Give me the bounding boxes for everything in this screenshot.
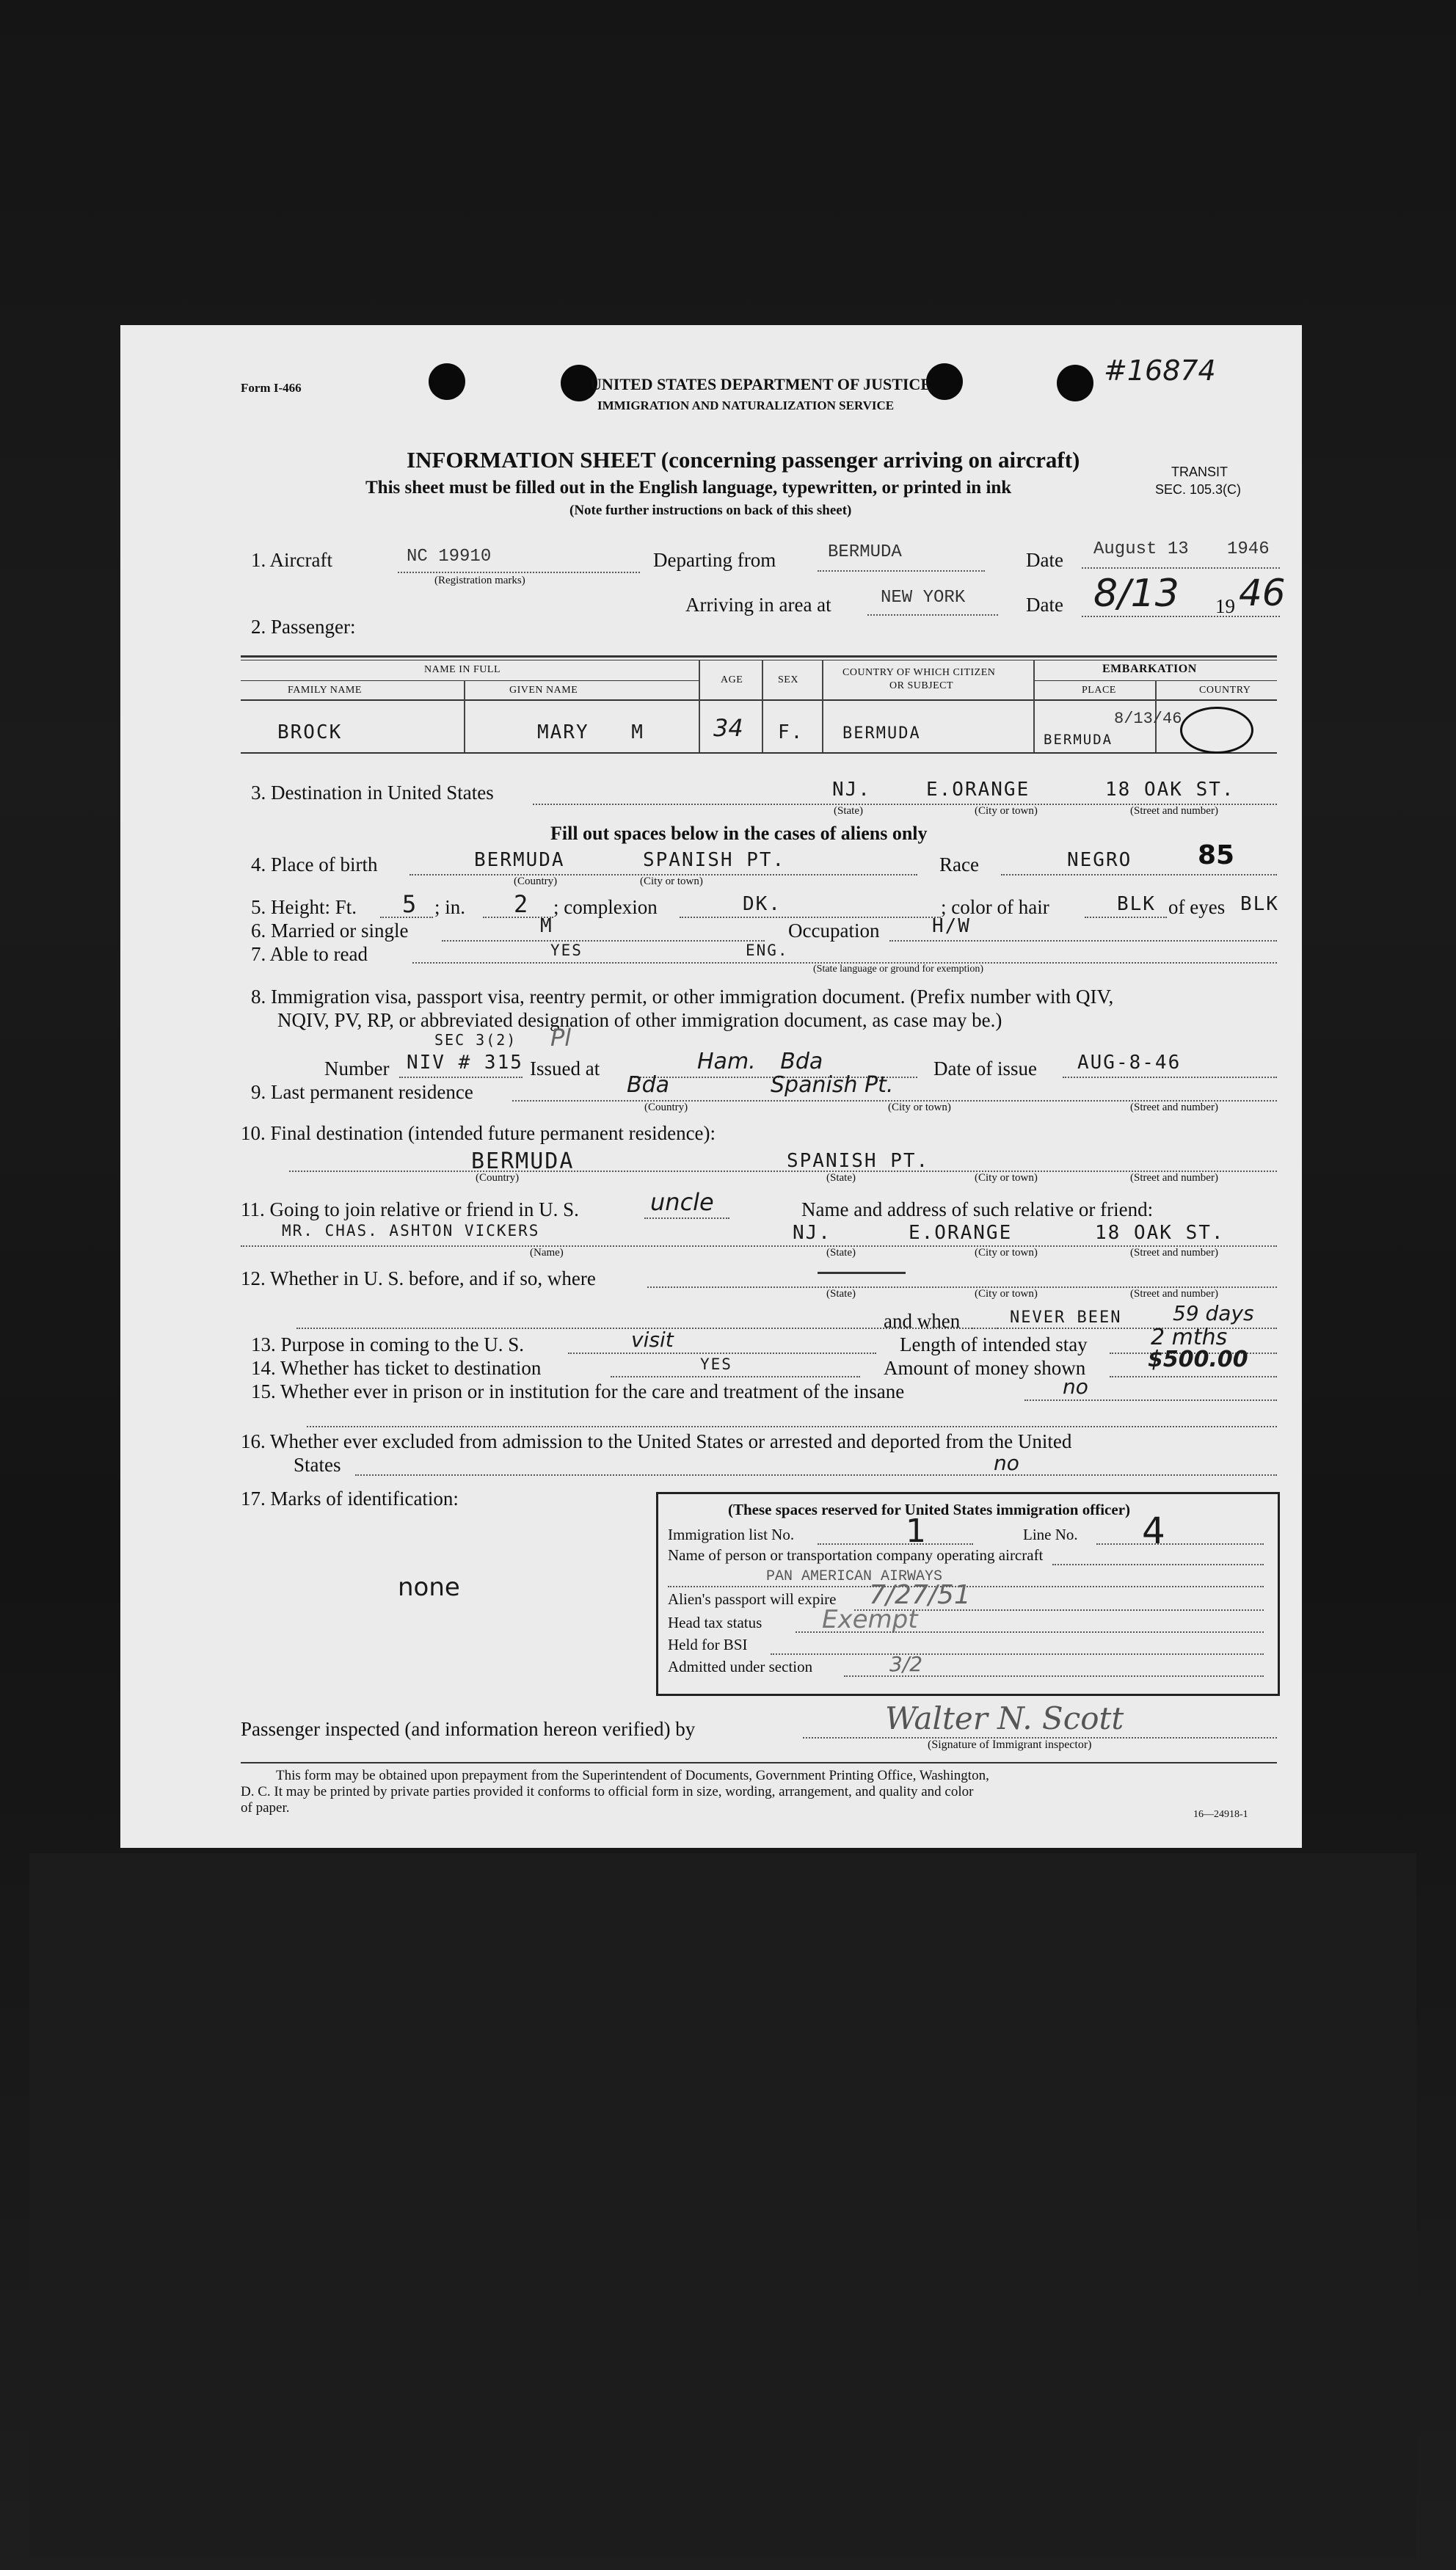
date1-year: 1946 (1227, 539, 1270, 559)
hair-label: ; color of hair (941, 896, 1049, 918)
marks-label: 17. Marks of identification: (241, 1488, 459, 1510)
signature-caption: (Signature of Immigrant inspector) (928, 1739, 1092, 1751)
service-name: IMMIGRATION AND NATURALIZATION SERVICE (597, 398, 895, 412)
city-caption: (City or town) (975, 1172, 1038, 1184)
place-header: PLACE (1082, 685, 1116, 696)
visa-pl-note: Pl (550, 1024, 572, 1052)
list-number-label: Immigration list No. (668, 1526, 795, 1543)
before-label: 12. Whether in U. S. before, and if so, where (241, 1267, 596, 1289)
final-destination-country: BERMUDA (471, 1149, 575, 1174)
before-when-value: NEVER BEEN (1010, 1308, 1122, 1327)
complexion-value: DK. (743, 893, 782, 915)
country-caption: (Country) (514, 876, 558, 887)
family-name-value: BROCK (277, 721, 343, 743)
residence-label: 9. Last permanent residence (251, 1081, 473, 1103)
height-label: 5. Height: Ft. (251, 896, 357, 918)
footer-text: This form may be obtained upon prepayment from the Superintendent of Documents, Government Printing Office, Washington, (276, 1768, 989, 1783)
departing-value: BERMUDA (828, 542, 902, 562)
visa-date-value: AUG-8-46 (1077, 1052, 1182, 1074)
birth-country: BERMUDA (474, 849, 565, 871)
inspector-signature: Walter N. Scott (885, 1700, 1124, 1736)
stay-value: 2 mths (1151, 1325, 1228, 1350)
join-name: MR. CHAS. ASHTON VICKERS (282, 1222, 540, 1240)
registration-caption: (Registration marks) (434, 575, 525, 586)
citizen-value: BERMUDA (842, 724, 921, 743)
prison-label: 15. Whether ever in prison or in institution for the care and treatment of the insane (251, 1380, 905, 1402)
aircraft-value: NC 19910 (407, 547, 492, 567)
before-dash (818, 1272, 906, 1274)
line-number-line (1096, 1543, 1264, 1545)
embark-country-circle (1180, 707, 1253, 754)
embarkation-header: EMBARKATION (1102, 663, 1197, 675)
destination-label: 3. Destination in United States (251, 782, 494, 804)
date1-value: August 13 (1093, 539, 1189, 559)
destination-city: E.ORANGE (926, 779, 1030, 801)
title-instructions: This sheet must be filled out in the English language, typewritten, or printed in ink (365, 478, 1012, 498)
state-caption: (State) (826, 1247, 856, 1259)
admitted-value: 3/2 (889, 1652, 923, 1676)
given-name-header: GIVEN NAME (509, 685, 578, 696)
marks-value: none (398, 1573, 460, 1602)
final-destination-line (289, 1171, 1277, 1172)
join-street: 18 OAK ST. (1095, 1222, 1225, 1244)
before-when-label: and when (884, 1310, 961, 1332)
family-name-header: FAMILY NAME (288, 685, 362, 696)
footer-code: 16—24918-1 (1193, 1809, 1248, 1820)
birth-label: 4. Place of birth (251, 853, 378, 876)
money-line (1110, 1376, 1277, 1377)
visa-number-label: Number (324, 1058, 390, 1080)
race-value: NEGRO (1067, 849, 1132, 871)
city-caption: (City or town) (975, 805, 1038, 817)
country-caption: (Country) (644, 1102, 688, 1113)
join-address-label: Name and address of such relative or friend: (801, 1198, 1154, 1220)
bsi-line (771, 1653, 1264, 1655)
column-divider (1033, 660, 1035, 752)
aliens-heading: Fill out spaces below in the cases of aliens only (550, 823, 928, 844)
punch-hole (1057, 365, 1093, 401)
form-sheet (120, 325, 1302, 1848)
money-value: $500.00 (1148, 1347, 1248, 1372)
date2-label: Date (1026, 594, 1063, 616)
admitted-label: Admitted under section (668, 1658, 813, 1675)
head-tax-value: Exempt (822, 1605, 918, 1634)
birth-city: SPANISH PT. (643, 849, 786, 871)
list-number-line (818, 1543, 973, 1545)
race-label: Race (939, 853, 979, 876)
occupation-line (889, 940, 1277, 942)
married-line (442, 940, 765, 942)
prison-value: no (1063, 1375, 1088, 1399)
read-value: YES (550, 942, 583, 959)
complexion-line (680, 917, 941, 918)
arriving-value: NEW YORK (881, 588, 966, 608)
passport-label: Alien's passport will expire (668, 1590, 837, 1608)
carrier-value: PAN AMERICAN AIRWAYS (766, 1568, 943, 1585)
street-caption: (Street and number) (1130, 1247, 1218, 1259)
city-caption: (City or town) (975, 1288, 1038, 1300)
join-label: 11. Going to join relative or friend in U. S. (241, 1198, 579, 1220)
date2-value: 8/13 (1093, 572, 1179, 616)
carrier-label: Name of person or transportation company operating aircraft (668, 1546, 1044, 1564)
state-caption: (State) (826, 1172, 856, 1184)
carrier-line (1052, 1564, 1264, 1565)
destination-street: 18 OAK ST. (1105, 779, 1235, 801)
passport-value: 7/27/51 (869, 1580, 971, 1610)
agency-name: UNITED STATES DEPARTMENT OF JUSTICE (590, 375, 931, 393)
street-caption: (Street and number) (1130, 1172, 1218, 1184)
height-in: 2 (514, 890, 530, 918)
transit-stamp: TRANSIT (1171, 465, 1228, 479)
visa-label-2: NQIV, PV, RP, or abbreviated designation of other immigration document, as case may be.) (277, 1009, 1002, 1031)
visa-date-line (1063, 1077, 1277, 1078)
destination-state: NJ. (832, 779, 871, 801)
occupation-value: H/W (932, 915, 971, 937)
city-caption: (City or town) (888, 1102, 951, 1113)
residence-country: Bda (627, 1072, 670, 1098)
officer-box-heading: (These spaces reserved for United States immigration officer) (728, 1501, 1131, 1518)
race-code: 85 (1198, 840, 1235, 870)
column-divider (699, 660, 700, 752)
married-label: 6. Married or single (251, 920, 409, 942)
punch-hole (429, 363, 465, 400)
prison-line-2 (307, 1426, 1277, 1427)
street-caption: (Street and number) (1130, 805, 1218, 817)
aircraft-label: 1. Aircraft (251, 549, 332, 571)
eyes-value: BLK (1240, 893, 1279, 915)
passenger-label: 2. Passenger: (251, 616, 356, 638)
footer-rule (241, 1762, 1277, 1763)
name-caption: (Name) (530, 1247, 564, 1259)
date2-line (1082, 616, 1280, 617)
given-name-value: MARY M (537, 721, 644, 743)
inspection-label: Passenger inspected (and information hereon verified) by (241, 1718, 696, 1740)
purpose-line (568, 1353, 876, 1354)
head-tax-line (796, 1631, 1264, 1633)
excluded-line (355, 1474, 1277, 1476)
read-language: ENG. (746, 942, 789, 959)
title-note: (Note further instructions on back of this sheet) (569, 503, 852, 518)
line-number-value: 4 (1142, 1510, 1165, 1552)
state-caption: (State) (826, 1288, 856, 1300)
footer-text-2: D. C. It may be printed by private parties provided it conforms to official form in size, wording, arrangement, and quality and color (241, 1784, 974, 1799)
read-caption: (State language or ground for exemption) (813, 964, 984, 975)
street-caption: (Street and number) (1130, 1102, 1218, 1113)
embark-place-value: BERMUDA (1044, 732, 1113, 748)
aircraft-line (398, 572, 640, 573)
residence-city: Spanish Pt. (771, 1072, 894, 1098)
country-header: COUNTRY (1199, 685, 1251, 696)
height-in-label: ; in. (434, 896, 466, 918)
footer-text-3: of paper. (241, 1800, 290, 1816)
sex-header: SEX (778, 674, 798, 685)
eyes-label: of eyes (1168, 896, 1226, 918)
visa-section-note: SEC 3(2) (434, 1031, 517, 1049)
read-label: 7. Able to read (251, 943, 368, 965)
visa-issued-value: Ham. Bda (697, 1049, 823, 1074)
city-caption: (City or town) (975, 1247, 1038, 1259)
country-header-2: OR SUBJECT (889, 680, 954, 691)
excluded-label-2: States (294, 1454, 341, 1476)
sex-value: F. (778, 721, 804, 743)
hair-value: BLK (1117, 893, 1156, 915)
join-city: E.ORANGE (909, 1222, 1013, 1244)
excluded-label: 16. Whether ever excluded from admission to the United States or arrested and deported from the United (241, 1430, 1072, 1452)
line-number-label: Line No. (1023, 1526, 1078, 1543)
name-in-full-header: NAME IN FULL (424, 664, 500, 675)
date1-line (1082, 567, 1280, 569)
ticket-label: 14. Whether has ticket to destination (251, 1357, 542, 1379)
embark-date-value: 8/13/46 (1114, 710, 1182, 728)
table-top-border (241, 655, 1277, 658)
purpose-value: visit (631, 1328, 674, 1352)
ticket-value: YES (700, 1355, 732, 1373)
punch-hole (926, 363, 963, 400)
bsi-label: Held for BSI (668, 1636, 748, 1653)
table-rule (241, 680, 699, 681)
final-destination-label: 10. Final destination (intended future permanent residence): (241, 1122, 716, 1144)
country-header: COUNTRY OF WHICH CITIZEN (842, 667, 996, 678)
join-line (241, 1245, 1277, 1247)
final-destination-state: SPANISH PT. (787, 1150, 930, 1172)
occupation-label: Occupation (788, 920, 880, 942)
visa-label: 8. Immigration visa, passport visa, reentry permit, or other immigration document. (Prefix number with QIV, (251, 986, 1114, 1008)
visa-number-value: NIV # 315 (407, 1052, 523, 1074)
departing-label: Departing from (653, 549, 776, 571)
street-caption: (Street and number) (1130, 1288, 1218, 1300)
married-value: M (540, 915, 553, 937)
ticket-line (611, 1376, 860, 1377)
date2-year-prefix: 19 (1215, 595, 1235, 617)
join-relation-line (644, 1217, 729, 1219)
list-number-value: 1 (906, 1512, 926, 1550)
age-header: AGE (721, 674, 743, 685)
race-line (1001, 874, 1277, 876)
admitted-line (844, 1675, 1264, 1677)
join-relation: uncle (650, 1188, 714, 1216)
file-number: #16874 (1104, 354, 1216, 387)
column-divider (822, 660, 823, 752)
purpose-label: 13. Purpose in coming to the U. S. (251, 1333, 524, 1355)
state-caption: (State) (834, 805, 863, 817)
table-bottom (241, 752, 1277, 754)
departing-line (818, 570, 985, 572)
section-stamp: SEC. 105.3(C) (1155, 482, 1242, 497)
arriving-label: Arriving in area at (685, 594, 831, 616)
arriving-line (867, 614, 998, 616)
scanner-lower-area (29, 1853, 1416, 2558)
hair-line (1085, 917, 1167, 918)
before-days: 59 days (1173, 1301, 1254, 1325)
table-header-bottom (241, 699, 1277, 701)
age-value: 34 (713, 714, 743, 742)
visa-issued-label: Issued at (530, 1058, 600, 1080)
money-label: Amount of money shown (884, 1357, 1086, 1379)
head-tax-label: Head tax status (668, 1614, 762, 1631)
column-divider (762, 660, 763, 752)
prison-line (1024, 1399, 1277, 1401)
city-caption: (City or town) (640, 876, 703, 887)
excluded-value: no (994, 1451, 1019, 1475)
visa-number-line (399, 1077, 523, 1078)
join-state: NJ. (793, 1222, 831, 1244)
column-divider (464, 680, 465, 752)
form-number: Form I-466 (241, 381, 302, 395)
date2-year: 46 (1239, 572, 1286, 614)
height-ft-line (380, 917, 433, 918)
complexion-label: ; complexion (553, 896, 658, 918)
height-ft: 5 (402, 890, 418, 918)
page-title: INFORMATION SHEET (concerning passenger arriving on aircraft) (407, 447, 1080, 473)
before-when-line (972, 1328, 1277, 1329)
stay-label: Length of intended stay (900, 1333, 1088, 1355)
country-caption: (Country) (476, 1172, 520, 1184)
visa-date-label: Date of issue (933, 1058, 1037, 1080)
date1-label: Date (1026, 549, 1063, 571)
